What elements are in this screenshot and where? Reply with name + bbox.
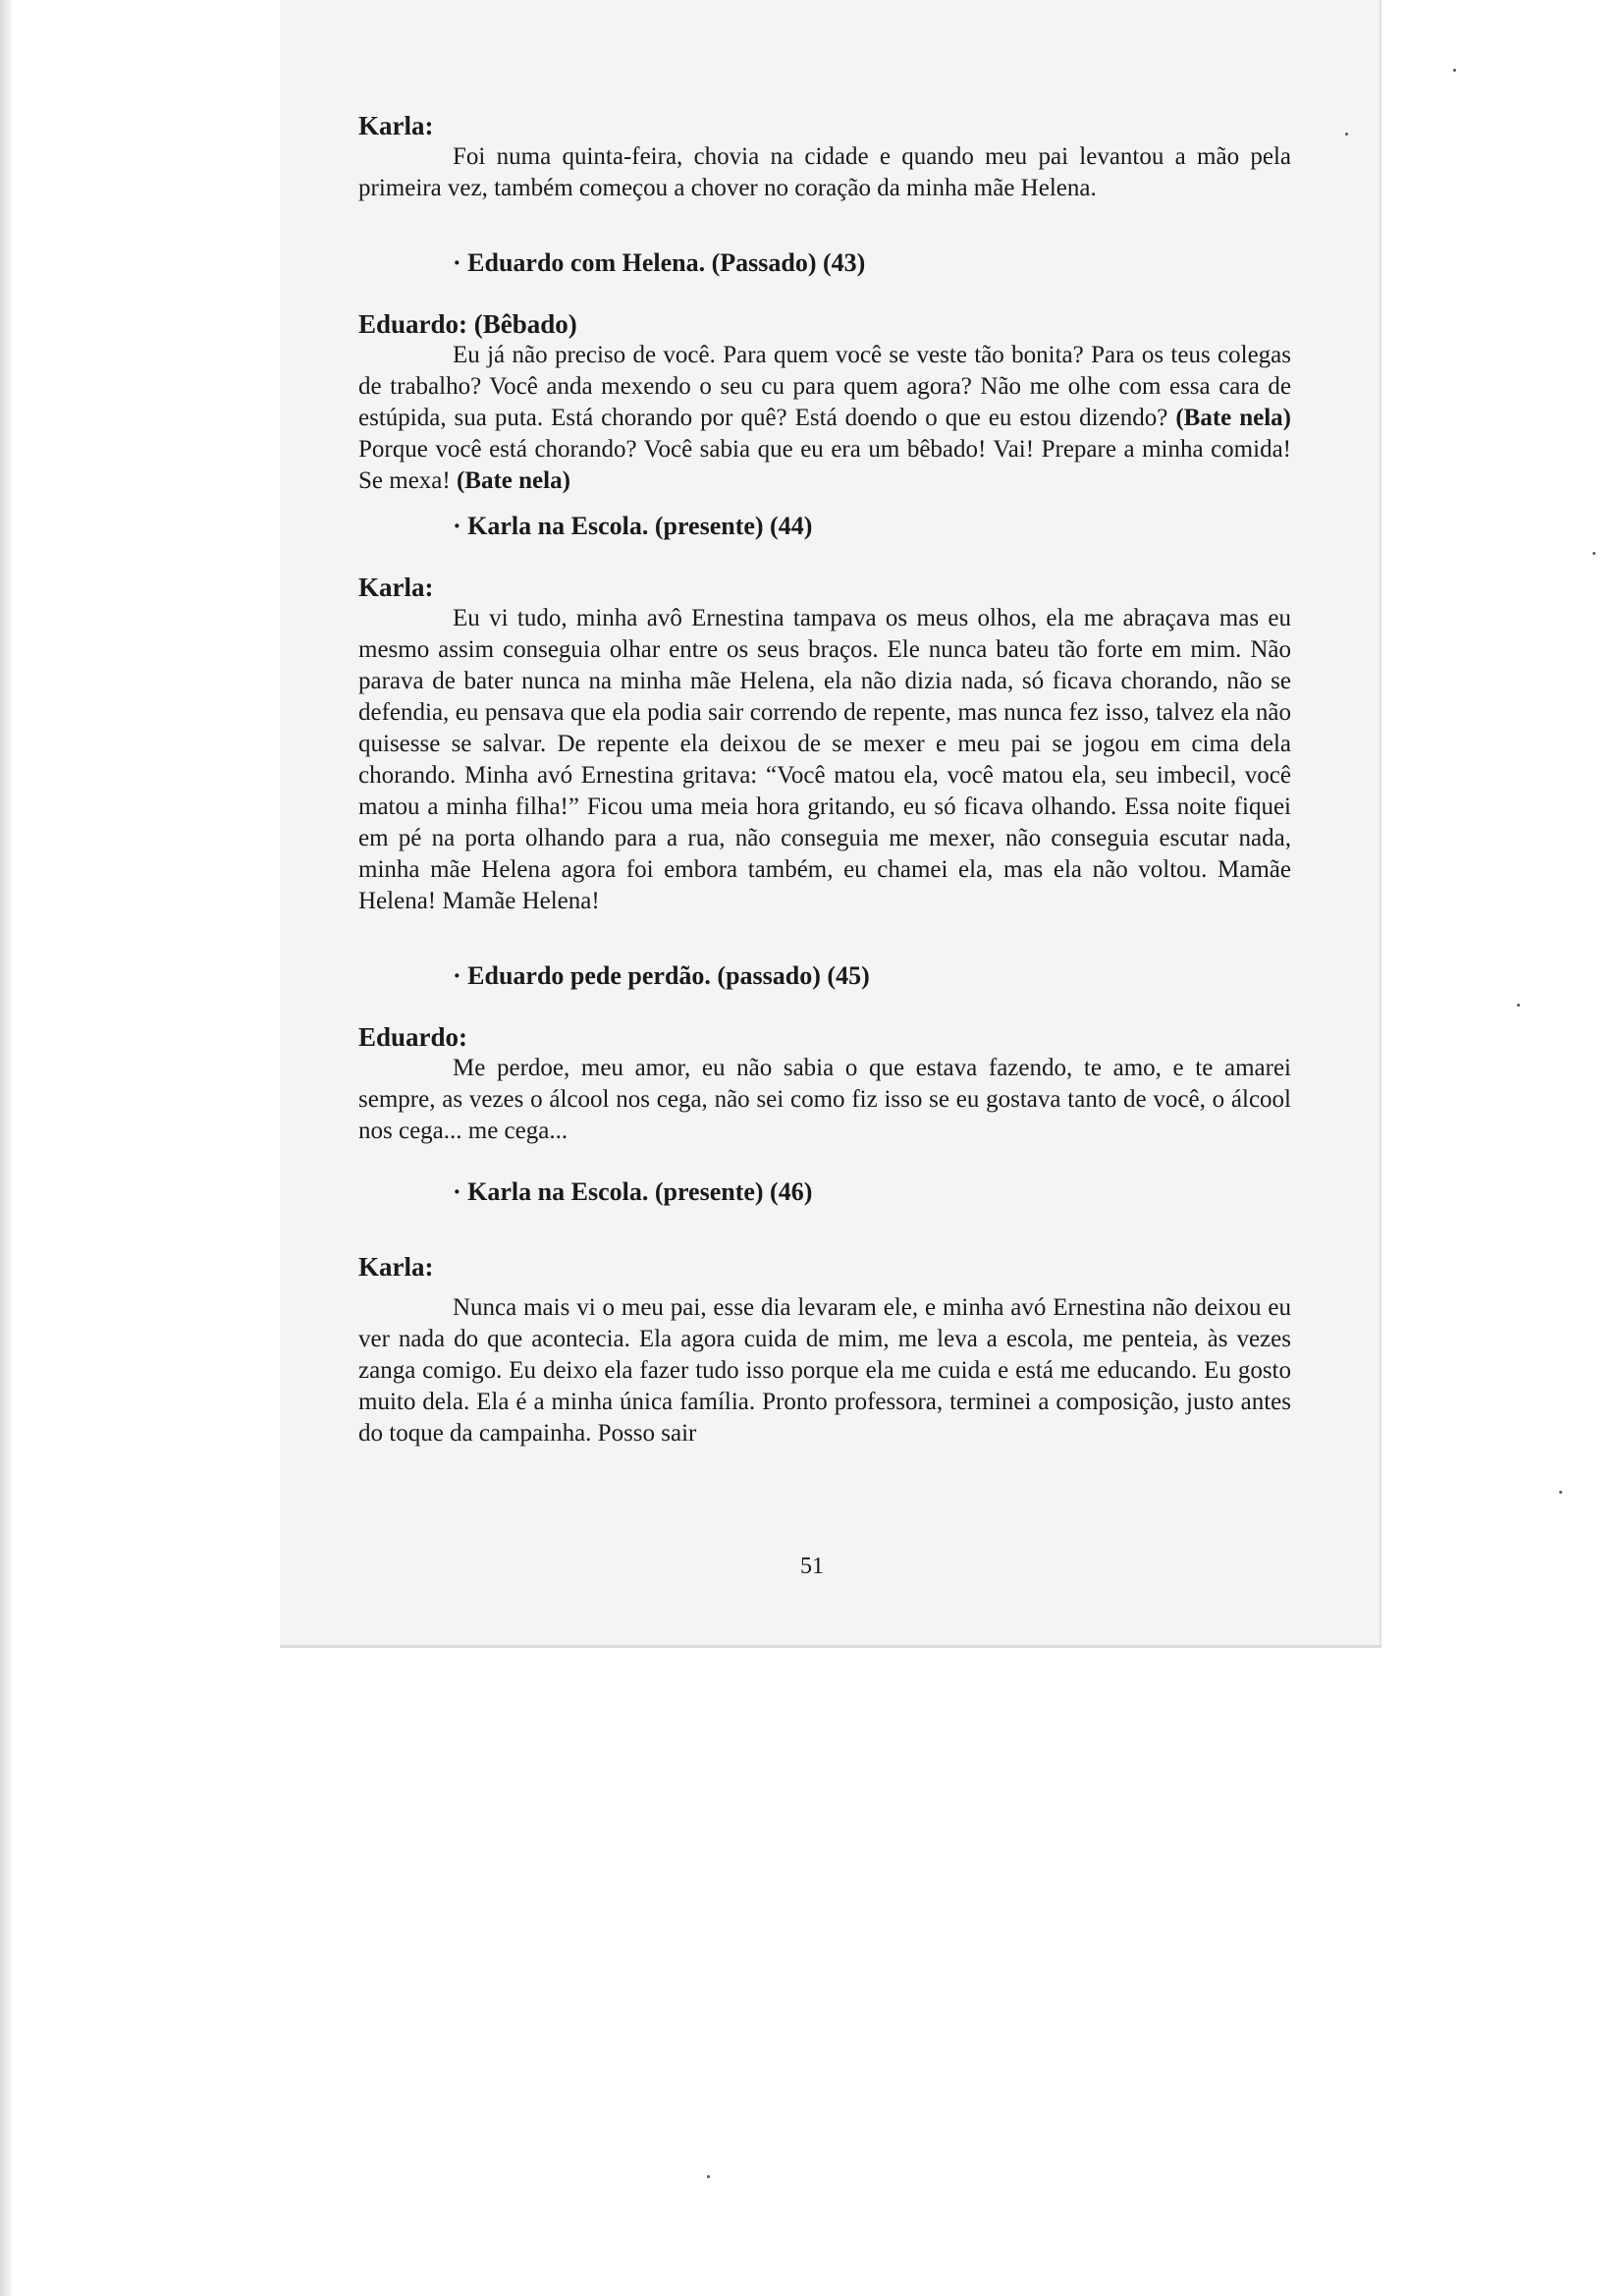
dust-speck (1517, 1004, 1520, 1007)
dust-speck (707, 2175, 710, 2178)
dust-speck (1453, 69, 1456, 72)
script-text (358, 110, 1291, 1449)
scene-heading: · Eduardo com Helena. (Passado) (43) (453, 248, 866, 277)
scan-shadow (0, 0, 14, 2296)
dust-speck (1345, 133, 1348, 136)
stage-direction: (Bate nela) (456, 467, 570, 494)
dialogue-paragraph: Foi numa quinta-feira, chovia na cidade e quando meu pai levantou a mão pela primeira vez, também começou a chover no coração da minha mãe Helena. (358, 143, 1291, 201)
page-number: 51 (800, 1554, 824, 1579)
dialogue-paragraph: Me perdoe, meu amor, eu não sabia o que estava fazendo, te amo, e te amarei sempre, as vezes o álcool nos cega, não sei como fiz isso se eu gostava tanto de você, o álcool nos cega... me cega... (358, 1055, 1291, 1144)
dust-speck (1559, 1491, 1562, 1494)
speaker-karla: Karla: (358, 1252, 434, 1282)
dust-speck (1593, 552, 1596, 555)
dialogue-text: Porque você está chorando? Você sabia que eu era um bêbado! Vai! Prepare a minha comida! Se mexa! (358, 436, 1291, 494)
stage-direction: (Bate nela) (1175, 405, 1292, 431)
scene-heading: · Karla na Escola. (presente) (44) (453, 512, 813, 540)
speaker-eduardo: Eduardo: (358, 1022, 468, 1052)
scene-heading: · Karla na Escola. (presente) (46) (453, 1177, 813, 1206)
speaker-karla: Karla: (358, 111, 434, 140)
scene-heading: · Eduardo pede perdão. (passado) (45) (453, 961, 870, 990)
dialogue-paragraph: Nunca mais vi o meu pai, esse dia levaram ele, e minha avó Ernestina não deixou eu ver nada do que acontecia. Ela agora cuida de mim, me leva a escola, me penteia, às vezes zanga comigo. Eu deixo ela fazer tudo isso porque ela me cuida e está me educando. Eu gosto muito dela. Ela é a minha única família. Pronto professora, terminei a composição, justo antes do toque da campainha. Posso sair (358, 1294, 1291, 1447)
dialogue-paragraph (358, 340, 1291, 497)
speaker-karla: Karla: (358, 573, 434, 602)
speaker-eduardo: Eduardo: (Bêbado) (358, 309, 577, 339)
dialogue-paragraph: Eu vi tudo, minha avô Ernestina tampava os meus olhos, ela me abraçava mas eu mesmo assim conseguia olhar entre os seus braços. Ele nunca bateu tão forte em mim. Não parava de bater nunca na minha mãe Helena, ela não dizia nada, só ficava chorando, não se defendia, eu pensava que ela podia sair correndo de repente, mas nunca fez isso, talvez ela não quisesse se salvar. De repente ela deixou de se mexer e meu pai se jogou em cima dela chorando. Minha avó Ernestina gritava: “Você matou ela, você matou ela, seu imbecil, você matou a minha filha!” Ficou uma meia hora gritando, eu só ficava olhando. Essa noite fiquei em pé na porta olhando para a rua, não conseguia me mexer, não conseguia escutar nada, minha mãe Helena agora foi embora também, eu chamei ela, mas ela não voltou. Mamãe Helena! Mamãe Helena! (358, 605, 1291, 914)
dialogue-text: Eu já não preciso de você. Para quem você se veste tão bonita? Para os teus colegas de trabalho? Você anda mexendo o seu cu para quem agora? Não me olhe com essa cara de estúpida, sua puta. Está chorando por quê? Está doendo o que eu estou dizendo? (358, 342, 1291, 431)
